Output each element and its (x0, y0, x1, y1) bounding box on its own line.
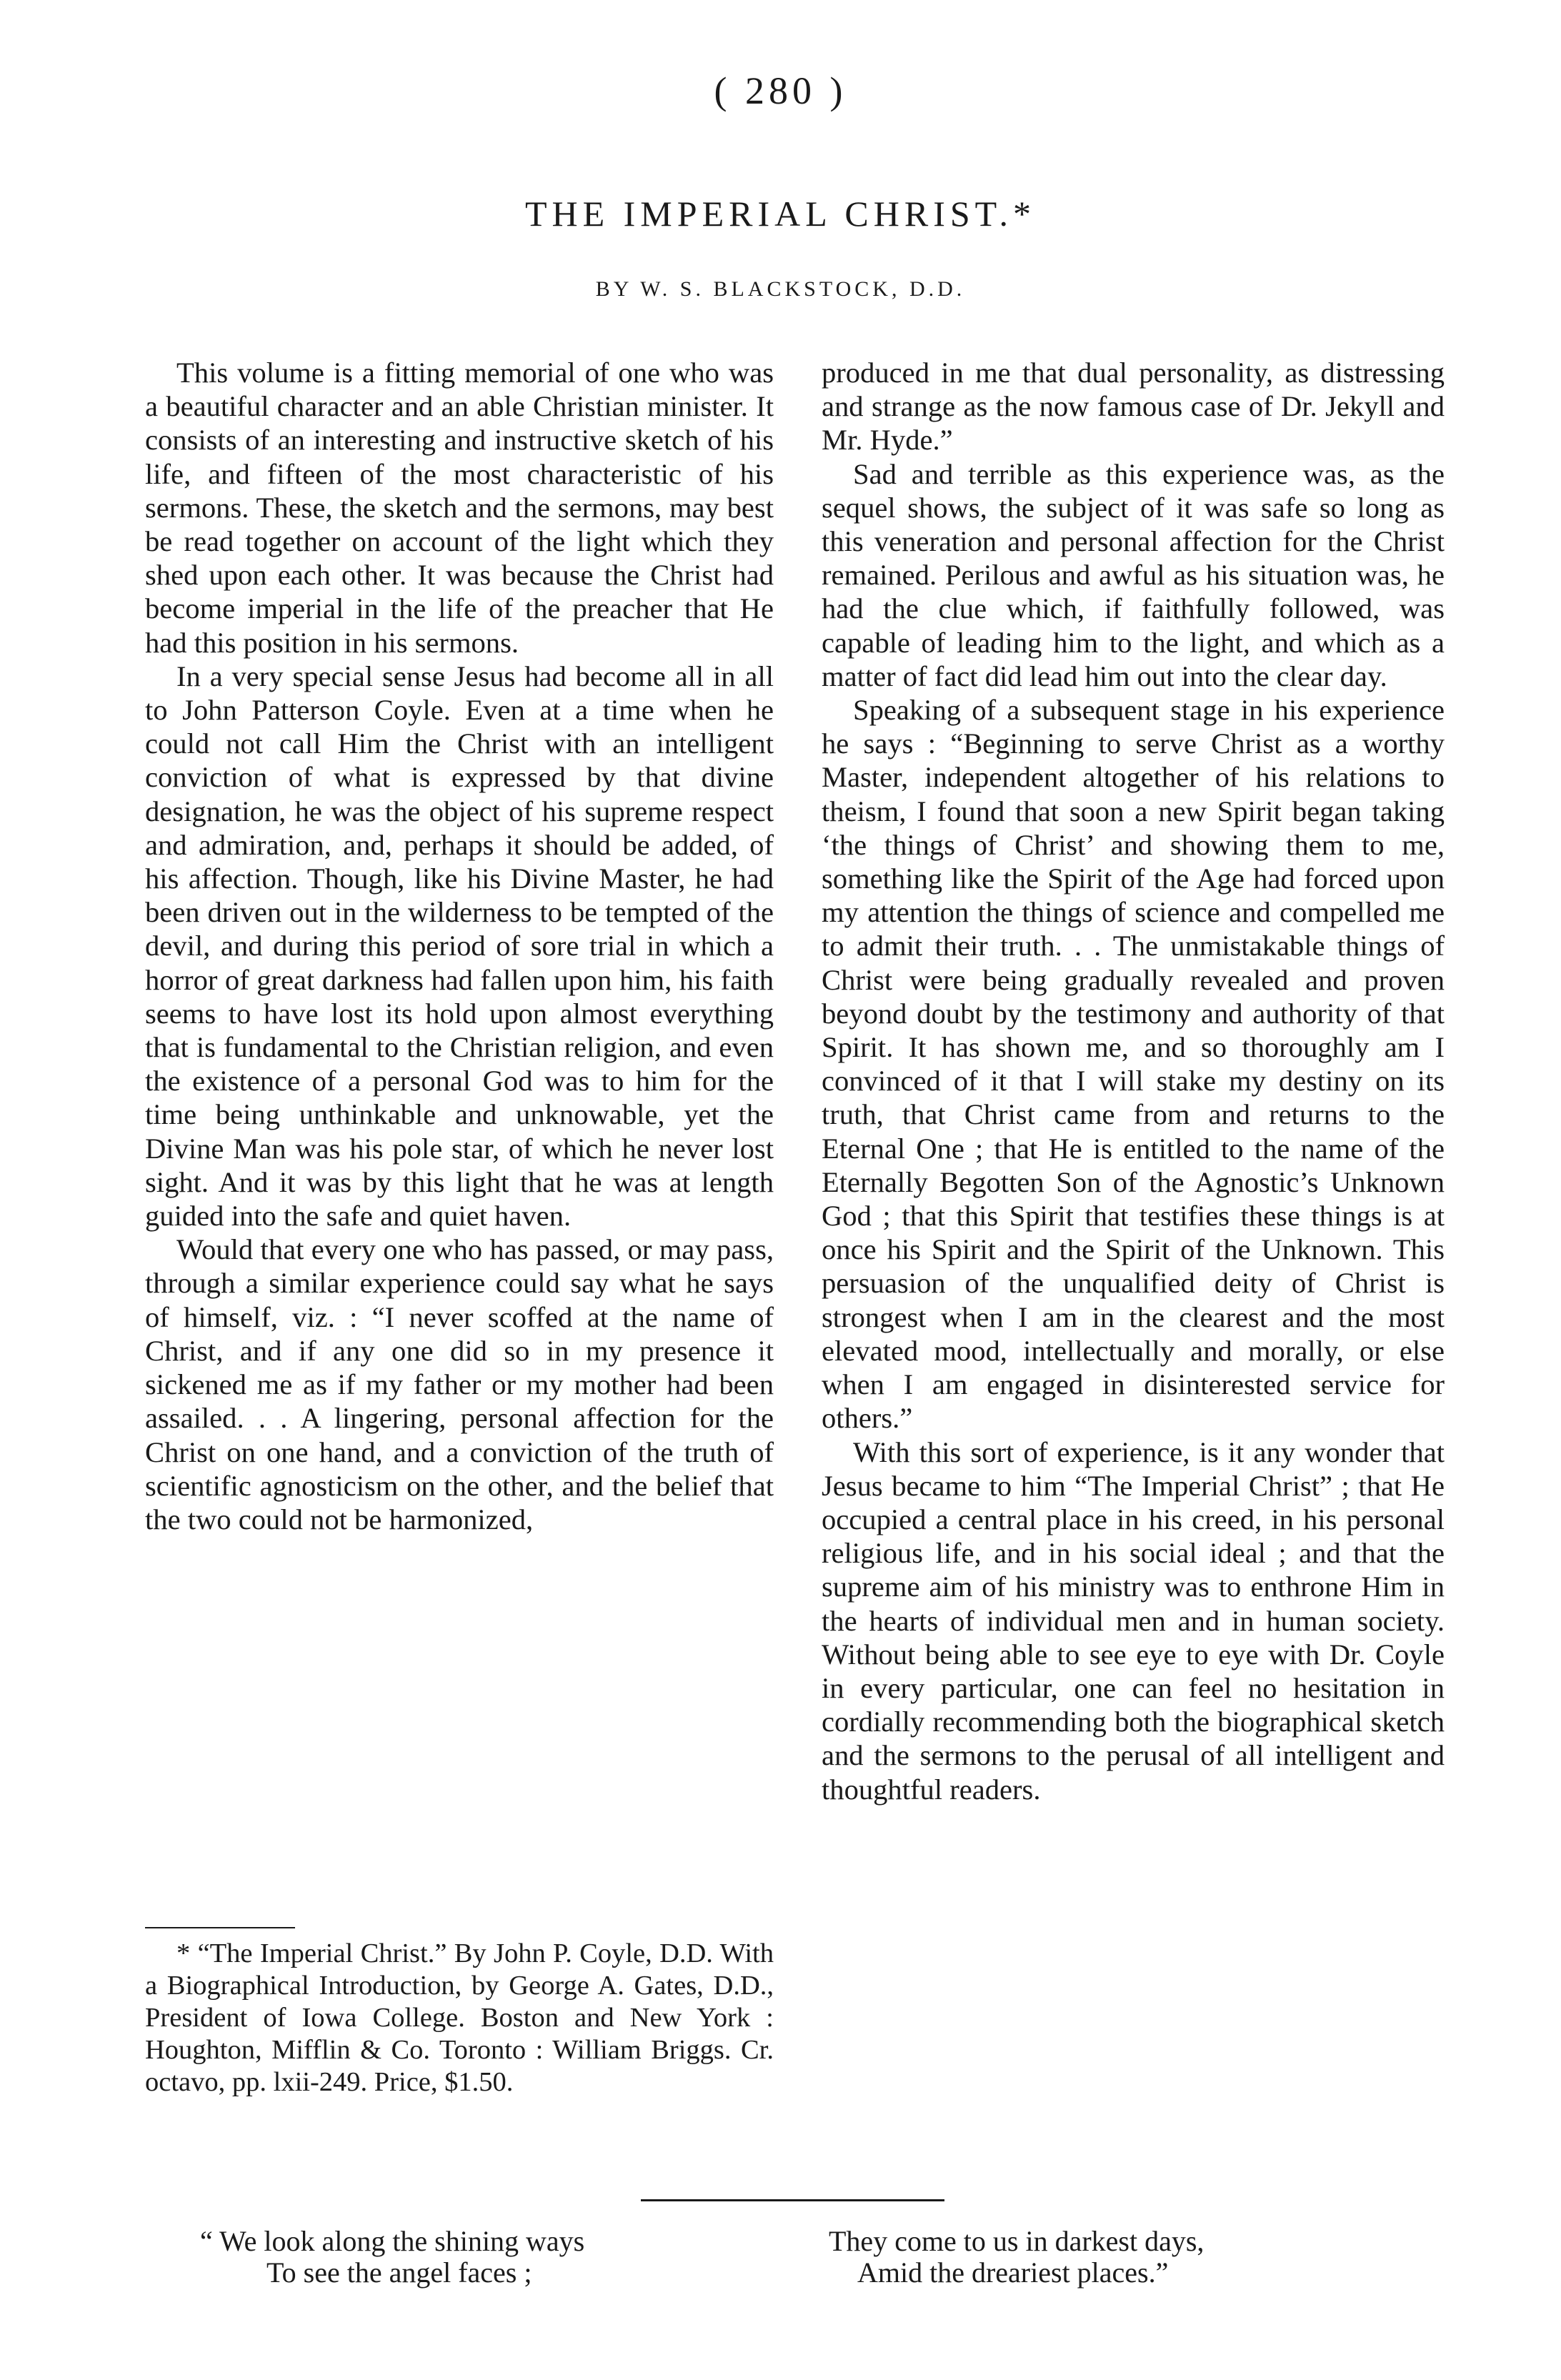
verse-line: To see the angel faces ; (266, 2256, 532, 2289)
right-column (822, 356, 1445, 1806)
paragraph: Sad and terrible as this experience was, as the sequel shows, the subject of it was safe so long as this veneration and personal affection for the Christ remained. Perilous and awful as his situation was, he had the clue which, if faithfully followed, was capable of leading him to the light, and which as a matter of fact did lead him out into the clear day. (822, 457, 1445, 692)
article-byline: BY W. S. BLACKSTOCK, D.D. (595, 277, 966, 301)
left-column (145, 356, 774, 1536)
paragraph: produced in me that dual personality, as distressing and strange as the now famous case of Dr. Jekyll and Mr. Hyde.” (822, 357, 1445, 457)
paragraph: With this sort of experience, is it any wonder that Jesus became to him “The Imperial Christ” ; that He occupied a central place in his creed, in his personal religious life, and in his social ideal ; and that the supreme aim of his ministry was to enthrone Him in the hearts of individual men and in human society. Without being able to see eye to eye with Dr. Coyle in every particular, one can feel no hesitation in cordially recommending both the biographical sketch and the sermons to the perusal of all intelligent and thoughtful readers. (822, 1435, 1445, 1806)
verse-line: Amid the dreariest places.” (857, 2256, 1169, 2289)
verse-line: They come to us in darkest days, (829, 2225, 1205, 2257)
footnote-rule (145, 1927, 295, 1928)
paragraph: In a very special sense Jesus had become all in all to John Patterson Coyle. Even at a time when he could not call Him the Christ with an intelligent conviction of what is expressed by that divine designation, he was the object of his supreme respect and admiration, and, perhaps it should be added, of his affection. Though, like his Divine Master, he had been driven out in the wilderness to be tempted of the devil, and during this period of sore trial in which a horror of great darkness had fallen upon him, his faith seems to have lost its hold upon almost everything that is fundamental to the Christian religion, and even the existence of a personal God was to him for the time being unthinkable and unknowable, yet the Divine Man was his pole star, of which he never lost sight. And it was by this light that he was at length guided into the safe and quiet haven. (145, 659, 774, 1233)
article-title: THE IMPERIAL CHRIST.* (524, 194, 1037, 234)
verse-line: “ We look along the shining ways (200, 2225, 585, 2257)
section-divider (641, 2199, 944, 2201)
footnote: * “The Imperial Christ.” By John P. Coyle, D.D. With a Biographical Introduction, by George A. Gates, D.D., President of Iowa College. Boston and New York : Houghton, Mifflin & Co. Toronto : William Briggs. Cr. octavo, pp. lxii-249. Price, $1.50. (145, 1938, 774, 2097)
paragraph: Would that every one who has passed, or may pass, through a similar experience could say what he says of himself, viz. : “I never scoffed at the name of Christ, and if any one did so in my presence it sickened me as if my father or my mother had been assailed. . . A lingering, personal affection for the Christ on one hand, and a conviction of the truth of scientific agnosticism on the other, and the belief that the two could not be harmonized, (145, 1233, 774, 1535)
verse-left (200, 2226, 743, 2289)
paragraph: This volume is a fitting memorial of one who was a beautiful character and an able Christian minister. It consists of an interesting and instructive sketch of his life, and fifteen of the most characteristic of his sermons. These, the sketch and the sermons, may best be read together on account of the light which they shed upon each other. It was because the Christ had become imperial in the life of the preacher that He had this position in his sermons. (145, 357, 774, 659)
verse-right (829, 2226, 1372, 2289)
paragraph: Speaking of a subsequent stage in his experience he says : “Beginning to serve Christ as a worthy Master, independent altogether of his relations to theism, I found that soon a new Spirit began taking ‘the things of Christ’ and showing them to me, something like the Spirit of the Age had forced upon my attention the things of science and compelled me to admit their truth. . . The unmistakable things of Christ were being gradually revealed and proven beyond doubt by the testimony and authority of that Spirit. It has shown me, and so thoroughly am I convinced of it that I will stake my destiny on its truth, that Christ came from and returns to the Eternal One ; that He is entitled to the name of the Eternally Begotten Son of the Agnostic’s Unknown God ; that this Spirit that testifies these things is at once his Spirit and the Spirit of the Unknown. This persuasion of the unqualified deity of Christ is strongest when I am in the clearest and the most elevated mood, intellectually and morally, or else when I am engaged in disinterested service for others.” (822, 694, 1445, 1435)
page-number: ( 280 ) (714, 69, 847, 112)
